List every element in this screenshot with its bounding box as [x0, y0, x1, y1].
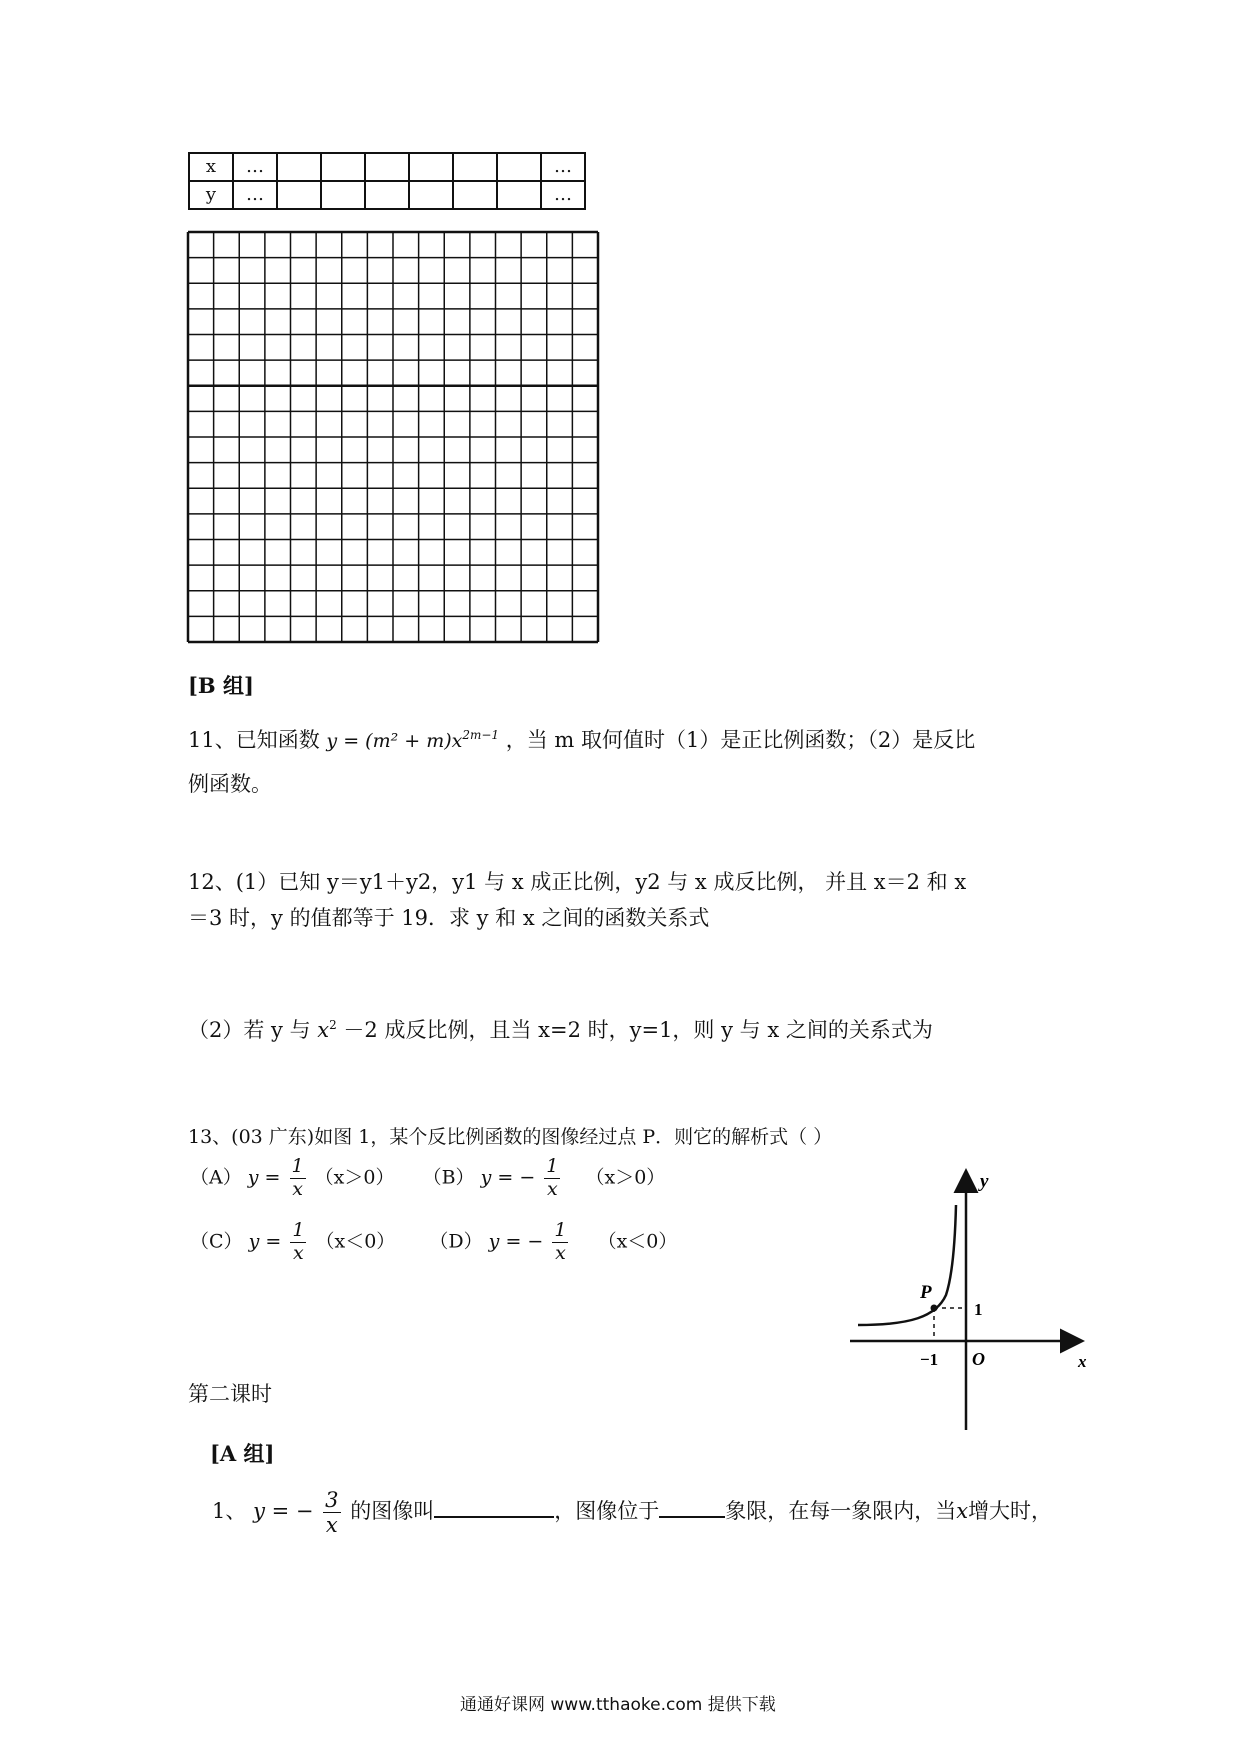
q11-line2: 例函数。: [188, 772, 272, 796]
option-d-condition: （x＜0）: [597, 1230, 678, 1253]
option-b-condition: （x＞0）: [585, 1166, 666, 1189]
q11-suffix: ，当 m 取何值时（1）是正比例函数；（2）是反比: [505, 728, 976, 752]
x-axis-label: x: [1078, 1352, 1087, 1371]
q12-part2: [188, 1014, 933, 1044]
xy-table-cell: [497, 181, 541, 209]
q1-text1: 的图像叫: [350, 1499, 435, 1524]
q11-exponent: 2m−1: [462, 728, 500, 742]
option-c-fraction: $\frac{1}{x}$: [292, 1219, 305, 1264]
option-c-label: （C）: [190, 1230, 243, 1253]
page-footer: 通通好课网 www.tthaoke.com 提供下载: [460, 1695, 776, 1715]
figure-1-graph: [840, 1165, 1100, 1435]
xy-table-row: [189, 181, 585, 209]
q1-prefix: 1、: [212, 1499, 247, 1524]
xy-table-cell: [277, 181, 321, 209]
point-p-marker: [931, 1305, 938, 1312]
answer-blank-2[interactable]: [659, 1496, 725, 1518]
xy-table-cell: [409, 181, 453, 209]
q1-text4: 增大时，: [968, 1499, 1053, 1524]
q12-line2: ＝3 时，y 的值都等于 19．求 y 和 x 之间的函数关系式: [188, 906, 710, 930]
q13-options-row2: [190, 1220, 677, 1265]
answer-blank-1[interactable]: [434, 1496, 554, 1518]
xy-table-cell: [365, 153, 409, 181]
origin-label: O: [972, 1349, 985, 1369]
option-a-fraction: $\frac{1}{x}$: [291, 1155, 304, 1200]
hyperbola-curve: [858, 1205, 956, 1325]
xy-table-cell: …: [233, 153, 277, 181]
q12-part2-suffix: －2 成反比例，且当 x=2 时，y=1，则 y 与 x 之间的关系式为: [336, 1018, 933, 1042]
xy-table-cell: [321, 153, 365, 181]
q12-part2-exp: 2: [329, 1018, 337, 1032]
q11-prefix: 11、已知函数: [188, 728, 320, 752]
tick-x-label: −1: [920, 1350, 939, 1369]
option-c-lhs: y =: [248, 1230, 282, 1253]
xy-table-cell: [365, 181, 409, 209]
xy-table-cell: [321, 181, 365, 209]
plotting-grid: [186, 230, 600, 644]
group-a-header: [A 组]: [210, 1441, 275, 1466]
tick-y-label: 1: [974, 1300, 983, 1319]
option-b-fraction: $\frac{1}{x}$: [546, 1155, 559, 1200]
q1-var: x: [956, 1499, 969, 1524]
option-d-fraction: $\frac{1}{x}$: [554, 1219, 567, 1264]
xy-row-label: y: [189, 181, 233, 209]
q11-formula: y = (m² + m)x: [326, 730, 463, 752]
q1-text3: 象限，在每一象限内，当: [725, 1499, 957, 1524]
xy-table-cell: [453, 181, 497, 209]
q12-part2-var: x: [317, 1018, 330, 1042]
q13-stem: 13、(03 广东)如图 1，某个反比例函数的图像经过点 P．则它的解析式（ ）: [188, 1126, 833, 1148]
xy-row-label: x: [189, 153, 233, 181]
option-c-condition: （x＜0）: [315, 1230, 396, 1253]
y-axis-label: y: [980, 1171, 989, 1192]
option-d-label: （D）: [429, 1230, 483, 1253]
q12-line1: 12、(1）已知 y＝y1＋y2，y1 与 x 成正比例，y2 与 x 成反比例， 并且 x＝2 和 x: [188, 870, 967, 894]
xy-table-row: [189, 153, 585, 181]
xy-table-cell: [453, 153, 497, 181]
xy-table-cell: [497, 153, 541, 181]
option-a-label: （A）: [190, 1166, 242, 1189]
xy-table-cell: …: [233, 181, 277, 209]
group-b-header: [B 组]: [188, 673, 254, 698]
q1-text2: ，图像位于: [554, 1499, 660, 1524]
xy-value-table: [188, 152, 586, 210]
option-d-lhs: y = −: [488, 1230, 544, 1253]
q13-options-row1: [190, 1156, 665, 1201]
point-p-label: P: [920, 1282, 932, 1303]
option-a-condition: （x＞0）: [314, 1166, 395, 1189]
q12-part2-prefix: （2）若 y 与: [188, 1018, 318, 1042]
q1-lhs: y = −: [253, 1499, 314, 1524]
option-b-label: （B）: [422, 1166, 475, 1189]
q1-fraction: $\frac{3}{x}$: [325, 1488, 339, 1538]
lesson2-question-1: [212, 1488, 1052, 1537]
xy-table-cell: [409, 153, 453, 181]
lesson-2-title: 第二课时: [188, 1382, 272, 1406]
xy-table-cell: …: [541, 181, 585, 209]
option-b-lhs: y = −: [480, 1166, 536, 1189]
xy-table-cell: …: [541, 153, 585, 181]
question-11: [188, 724, 975, 754]
option-a-lhs: y =: [247, 1166, 281, 1189]
xy-table-cell: [277, 153, 321, 181]
